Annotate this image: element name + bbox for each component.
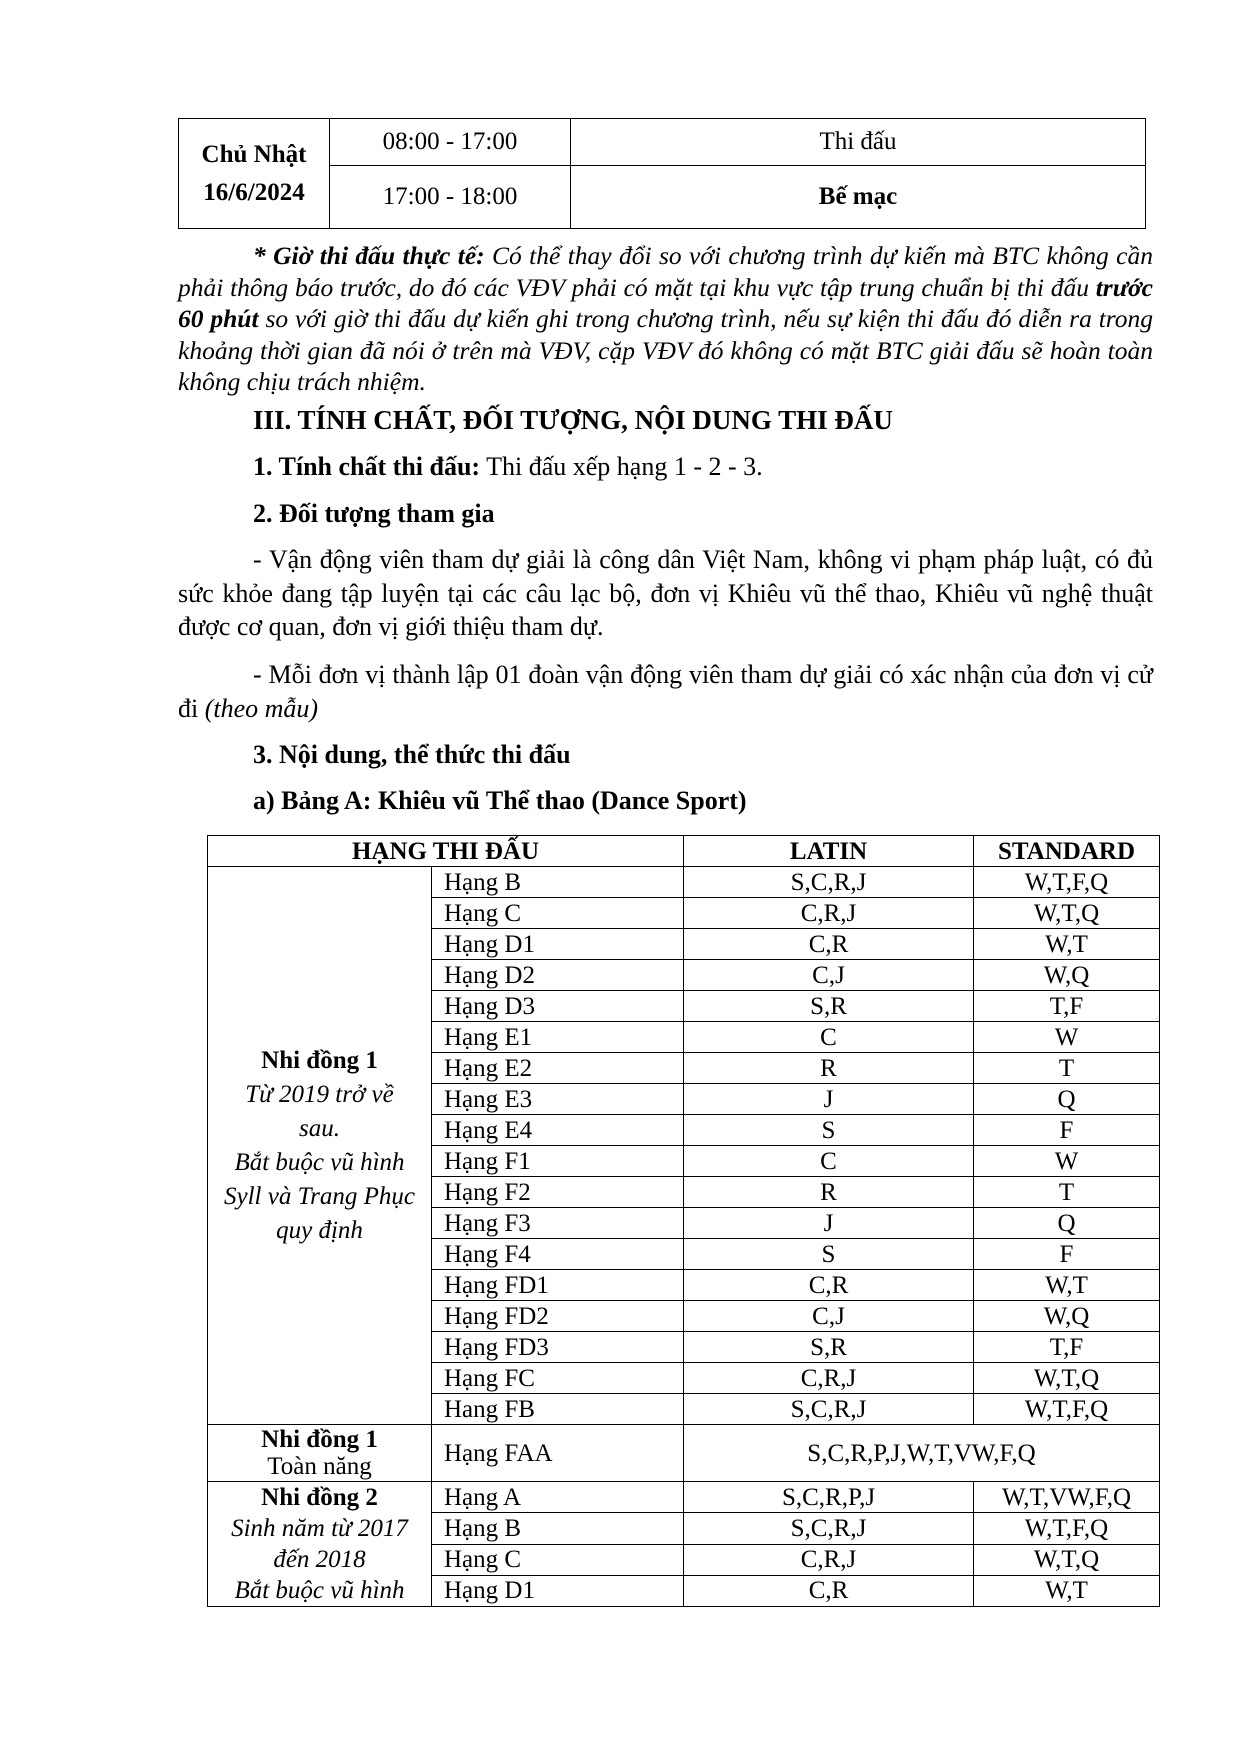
class-cell: Hạng E1 bbox=[432, 1022, 684, 1053]
standard-cell: W,Q bbox=[974, 960, 1160, 991]
group-description: quy định bbox=[276, 1216, 363, 1244]
note-emphasis: trước 60 phút bbox=[178, 272, 1153, 333]
paragraph: - Vận động viên tham dự giải là công dân Việt Nam, không vi phạm pháp luật, có đủ sức khỏe đang tập luyện tại các câu lạc bộ, đơn vị Khiêu vũ thể thao, Khiêu vũ nghệ thuật được cơ quan, đơn vị giới thiệu tham dự. bbox=[178, 545, 1153, 641]
group-description: Bắt buộc vũ hình bbox=[234, 1577, 405, 1604]
group-description: Từ 2019 trở về bbox=[245, 1080, 394, 1108]
group-subtitle: Toàn năng bbox=[267, 1453, 372, 1480]
dance-classes-table bbox=[207, 835, 1160, 1607]
note-text: so với giờ thi đấu dự kiến ghi trong chương trình, nếu sự kiện thi đấu đó diễn ra trong khoảng thời gian đã nói ở trên mà VĐV, cặp VĐV đó không có mặt BTC giải đấu sẽ hoàn toàn không chịu trách nhiệm. bbox=[178, 304, 1154, 396]
schedule-day: Chủ Nhật bbox=[201, 140, 307, 168]
paragraph bbox=[178, 658, 1153, 725]
section-heading: III. TÍNH CHẤT, ĐỐI TƯỢNG, NỘI DUNG THI ĐẤU bbox=[253, 405, 893, 435]
class-cell: Hạng C bbox=[432, 1544, 684, 1575]
latin-cell: C,R bbox=[684, 1575, 974, 1606]
schedule-time: 17:00 - 18:00 bbox=[330, 166, 571, 229]
standard-cell: W,T,Q bbox=[974, 898, 1160, 929]
schedule-note bbox=[178, 240, 1153, 398]
note-lead: * Giờ thi đấu thực tế: bbox=[253, 241, 485, 270]
header-class: HẠNG THI ĐẤU bbox=[208, 836, 684, 867]
group-description: sau. bbox=[299, 1114, 340, 1142]
class-cell: Hạng F3 bbox=[432, 1208, 684, 1239]
latin-cell: R bbox=[684, 1177, 974, 1208]
latin-cell: S,C,R,J bbox=[684, 1394, 974, 1425]
table-row bbox=[208, 1482, 1160, 1513]
class-cell: Hạng E4 bbox=[432, 1115, 684, 1146]
standard-cell: F bbox=[974, 1115, 1160, 1146]
class-cell: Hạng D3 bbox=[432, 991, 684, 1022]
latin-cell: C,R bbox=[684, 1270, 974, 1301]
latin-cell: S,C,R,P,J bbox=[684, 1482, 974, 1513]
group-cell bbox=[208, 867, 432, 1425]
standard-cell: W,T,F,Q bbox=[974, 867, 1160, 898]
class-cell: Hạng FD2 bbox=[432, 1301, 684, 1332]
latin-cell: S,R bbox=[684, 991, 974, 1022]
schedule-event: Bế mạc bbox=[571, 166, 1146, 229]
item-1-text: Thi đấu xếp hạng 1 - 2 - 3. bbox=[480, 452, 763, 481]
class-cell: Hạng D1 bbox=[432, 929, 684, 960]
latin-cell: S,R bbox=[684, 1332, 974, 1363]
standard-cell: W bbox=[974, 1022, 1160, 1053]
schedule-time: 08:00 - 17:00 bbox=[330, 119, 571, 166]
table-a-heading: a) Bảng A: Khiêu vũ Thể thao (Dance Sport) bbox=[253, 786, 747, 815]
latin-cell: S bbox=[684, 1239, 974, 1270]
class-cell: Hạng F1 bbox=[432, 1146, 684, 1177]
standard-cell: Q bbox=[974, 1208, 1160, 1239]
schedule-date: 16/6/2024 bbox=[203, 178, 305, 206]
group-title: Nhi đồng 2 bbox=[261, 1484, 378, 1511]
standard-cell: W,T,Q bbox=[974, 1363, 1160, 1394]
class-cell: Hạng E3 bbox=[432, 1084, 684, 1115]
standard-cell: Q bbox=[974, 1084, 1160, 1115]
header-latin: LATIN bbox=[684, 836, 974, 867]
standard-cell: W,T bbox=[974, 1575, 1160, 1606]
standard-cell: T bbox=[974, 1177, 1160, 1208]
table-header-row bbox=[208, 836, 1160, 867]
note-text: Có thể thay đổi so với chương trình dự kiến mà BTC không cần phải thông báo trước, do đó các VĐV phải có mặt tại khu vực tập trung chuẩn bị thi đấu bbox=[178, 241, 1153, 302]
item-1 bbox=[253, 452, 763, 482]
group-nhi-dong-2 bbox=[208, 1482, 1160, 1607]
class-cell: Hạng B bbox=[432, 867, 684, 898]
group-description: Sinh năm từ 2017 bbox=[231, 1515, 408, 1542]
latin-cell: C bbox=[684, 1022, 974, 1053]
paragraph-note: (theo mẫu) bbox=[204, 693, 319, 723]
class-cell: Hang FB bbox=[432, 1394, 684, 1425]
schedule-table bbox=[178, 118, 1146, 229]
latin-cell: S bbox=[684, 1115, 974, 1146]
group-description: Syll và Trang Phục bbox=[224, 1182, 415, 1210]
schedule-event: Thi đấu bbox=[571, 119, 1146, 166]
latin-cell: C,R,J bbox=[684, 1544, 974, 1575]
group-cell bbox=[208, 1482, 432, 1607]
class-cell: Hạng FD3 bbox=[432, 1332, 684, 1363]
standard-cell: W,T,F,Q bbox=[974, 1513, 1160, 1544]
item-2-heading: 2. Đối tượng tham gia bbox=[253, 499, 495, 528]
header-standard: STANDARD bbox=[974, 836, 1160, 867]
latin-cell: S,C,R,J bbox=[684, 1513, 974, 1544]
class-cell: Hạng FC bbox=[432, 1363, 684, 1394]
class-cell: Hạng E2 bbox=[432, 1053, 684, 1084]
latin-cell: J bbox=[684, 1208, 974, 1239]
standard-cell: T,F bbox=[974, 1332, 1160, 1363]
latin-cell: S,C,R,J bbox=[684, 867, 974, 898]
latin-cell: R bbox=[684, 1053, 974, 1084]
latin-cell: C,R bbox=[684, 929, 974, 960]
standard-cell: T bbox=[974, 1053, 1160, 1084]
standard-cell: W,T,VW,F,Q bbox=[974, 1482, 1160, 1513]
latin-cell: C,J bbox=[684, 1301, 974, 1332]
table-row bbox=[208, 1425, 1160, 1482]
class-cell: Hạng FAA bbox=[432, 1425, 684, 1482]
paragraph-text: - Mỗi đơn vị thành lập 01 đoàn vận động viên tham dự giải có xác nhận của đơn vị cử đi bbox=[178, 660, 1153, 723]
schedule-day-cell bbox=[179, 119, 330, 229]
latin-cell: C,J bbox=[684, 960, 974, 991]
class-cell: Hạng D2 bbox=[432, 960, 684, 991]
class-cell: Hạng D1 bbox=[432, 1575, 684, 1606]
latin-cell: C,R,J bbox=[684, 1363, 974, 1394]
group-description: đến 2018 bbox=[273, 1546, 366, 1573]
dances-cell: S,C,R,P,J,W,T,VW,F,Q bbox=[684, 1425, 1160, 1482]
class-cell: Hạng FD1 bbox=[432, 1270, 684, 1301]
standard-cell: W,T,Q bbox=[974, 1544, 1160, 1575]
class-cell: Hạng B bbox=[432, 1513, 684, 1544]
group-title: Nhi đồng 1 bbox=[261, 1426, 378, 1453]
latin-cell: C,R,J bbox=[684, 898, 974, 929]
latin-cell: J bbox=[684, 1084, 974, 1115]
standard-cell: W,Q bbox=[974, 1301, 1160, 1332]
group-title: Nhi đồng 1 bbox=[261, 1046, 378, 1074]
class-cell: Hạng F2 bbox=[432, 1177, 684, 1208]
table-row bbox=[208, 867, 1160, 898]
standard-cell: F bbox=[974, 1239, 1160, 1270]
class-cell: Hạng F4 bbox=[432, 1239, 684, 1270]
group-description: Bắt buộc vũ hình bbox=[234, 1148, 405, 1176]
standard-cell: W,T bbox=[974, 1270, 1160, 1301]
standard-cell: W,T,F,Q bbox=[974, 1394, 1160, 1425]
standard-cell: W,T bbox=[974, 929, 1160, 960]
group-nhi-dong-1 bbox=[208, 867, 1160, 1425]
class-cell: Hạng A bbox=[432, 1482, 684, 1513]
standard-cell: T,F bbox=[974, 991, 1160, 1022]
standard-cell: W bbox=[974, 1146, 1160, 1177]
item-1-label: 1. Tính chất thi đấu: bbox=[253, 452, 481, 481]
group-cell bbox=[208, 1425, 432, 1482]
class-cell: Hạng C bbox=[432, 898, 684, 929]
item-3-heading: 3. Nội dung, thể thức thi đấu bbox=[253, 740, 571, 769]
latin-cell: C bbox=[684, 1146, 974, 1177]
